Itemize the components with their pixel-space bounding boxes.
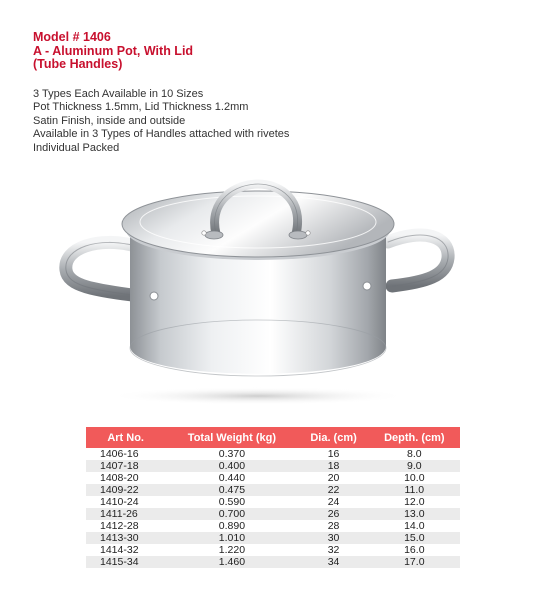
product-title-block: [33, 31, 193, 72]
column-header-total-weight: Total Weight (kg): [165, 427, 298, 448]
cell-diameter: 24: [298, 496, 368, 508]
cell-weight: 1.460: [165, 556, 298, 568]
cell-diameter: 20: [298, 472, 368, 484]
column-header-diameter: Dia. (cm): [298, 427, 368, 448]
cell-depth: 13.0: [369, 508, 460, 520]
cell-art-no: 1412-28: [86, 520, 165, 532]
cell-depth: 14.0: [369, 520, 460, 532]
cell-diameter: 16: [298, 448, 368, 460]
table-row: [86, 508, 460, 520]
cell-art-no: 1414-32: [86, 544, 165, 556]
feature-item: Satin Finish, inside and outside: [33, 114, 186, 127]
table-header-row: [86, 427, 460, 448]
cell-depth: 12.0: [369, 496, 460, 508]
product-name: A - Aluminum Pot, With Lid: [33, 43, 194, 58]
pot-image: [58, 178, 458, 406]
cell-diameter: 32: [298, 544, 368, 556]
table-row: [86, 556, 460, 568]
cell-weight: 0.400: [165, 460, 298, 472]
cell-art-no: 1413-30: [86, 532, 165, 544]
column-header-depth: Depth. (cm): [369, 427, 460, 448]
cell-art-no: 1408-20: [86, 472, 165, 484]
cell-weight: 1.010: [165, 532, 298, 544]
cell-diameter: 18: [298, 460, 368, 472]
handle-type: (Tube Handles): [33, 57, 123, 71]
cell-depth: 10.0: [369, 472, 460, 484]
cell-weight: 0.700: [165, 508, 298, 520]
table-row: [86, 484, 460, 496]
cell-weight: 0.370: [165, 448, 298, 460]
table-row: [86, 496, 460, 508]
cell-art-no: 1409-22: [86, 484, 165, 496]
cell-weight: 1.220: [165, 544, 298, 556]
cell-depth: 15.0: [369, 532, 460, 544]
cell-art-no: 1415-34: [86, 556, 165, 568]
model-number: Model # 1406: [33, 30, 111, 44]
cell-depth: 16.0: [369, 544, 460, 556]
feature-list: [33, 88, 289, 155]
table-row: [86, 460, 460, 472]
cell-art-no: 1406-16: [86, 448, 165, 460]
cell-diameter: 22: [298, 484, 368, 496]
cell-art-no: 1411-26: [86, 508, 165, 520]
feature-item: Pot Thickness 1.5mm, Lid Thickness 1.2mm: [33, 101, 249, 114]
table-row: [86, 448, 460, 460]
cell-weight: 0.440: [165, 472, 298, 484]
cell-weight: 0.590: [165, 496, 298, 508]
table-row: [86, 520, 460, 532]
cell-diameter: 28: [298, 520, 368, 532]
feature-item: Available in 3 Types of Handles attached with rivetes: [33, 128, 290, 141]
cell-depth: 17.0: [369, 556, 460, 568]
specification-table: [86, 427, 460, 568]
table-row: [86, 532, 460, 544]
cell-art-no: 1407-18: [86, 460, 165, 472]
table-row: [86, 544, 460, 556]
cell-diameter: 26: [298, 508, 368, 520]
cell-art-no: 1410-24: [86, 496, 165, 508]
cell-diameter: 30: [298, 532, 368, 544]
feature-item: 3 Types Each Available in 10 Sizes: [33, 88, 204, 100]
cell-weight: 0.475: [165, 484, 298, 496]
cell-depth: 9.0: [369, 460, 460, 472]
cell-diameter: 34: [298, 556, 368, 568]
column-header-art-no: Art No.: [86, 427, 165, 448]
cell-weight: 0.890: [165, 520, 298, 532]
cell-depth: 11.0: [369, 484, 460, 496]
cell-depth: 8.0: [369, 448, 460, 460]
table-row: [86, 472, 460, 484]
feature-item: Individual Packed: [33, 141, 120, 154]
